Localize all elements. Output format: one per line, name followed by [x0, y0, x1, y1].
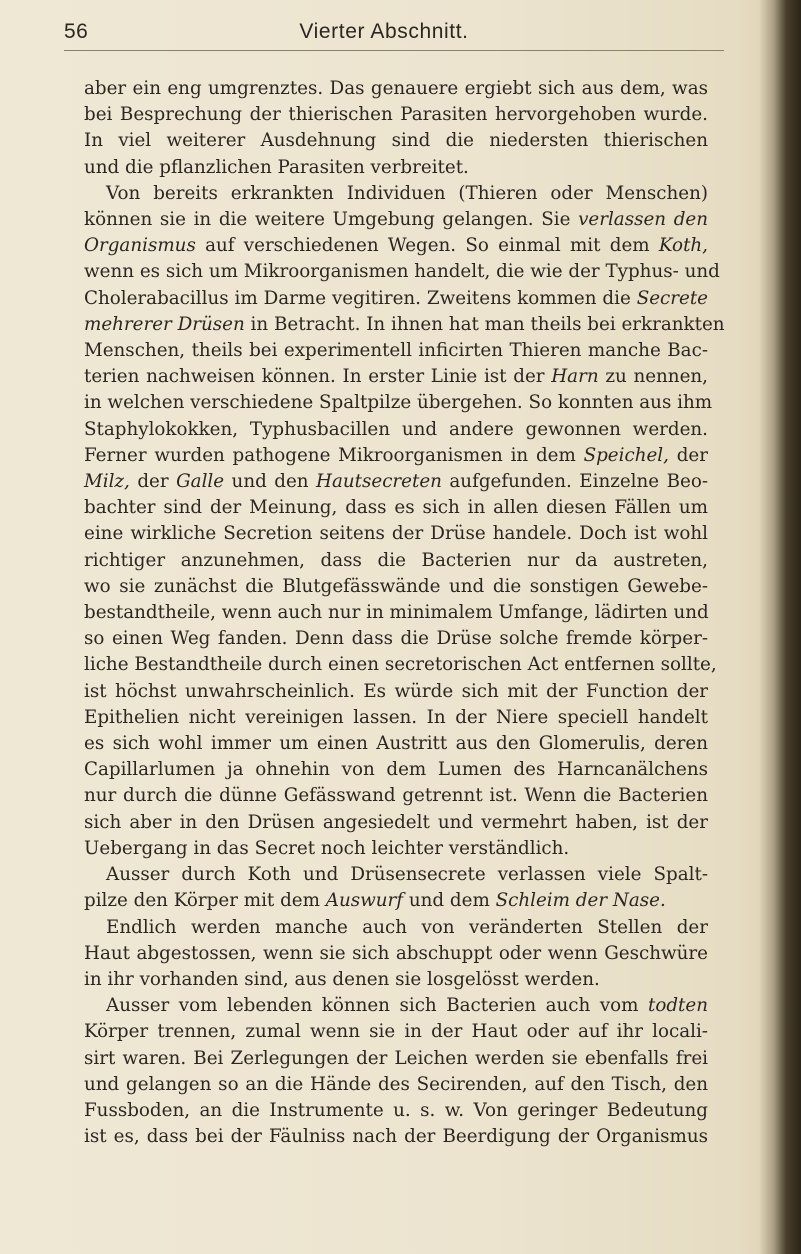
italic-term: Secrete — [636, 287, 708, 309]
text-line — [84, 259, 720, 285]
text-run: es sich wohl immer um einen Austritt aus den Glomerulis, deren — [84, 733, 708, 755]
text-line — [84, 626, 708, 652]
text-run: sich aber in den Drüsen angesiedelt und vermehrt haben, ist der — [84, 811, 708, 833]
text-line — [84, 417, 708, 443]
page-number: 56 — [64, 20, 89, 43]
text-line — [84, 521, 708, 547]
paragraph — [84, 915, 708, 994]
text-run: Staphylokokken, Typhusbacillen und andere gewonnen werden. — [84, 418, 708, 440]
text-run: Epithelien nicht vereinigen lassen. In der Niere speciell handelt — [84, 706, 708, 728]
text-run: nur durch die dünne Gefässwand getrennt ist. Wenn die Bacterien — [84, 785, 708, 807]
text-run: und die pflanzlichen Parasiten verbreitet. — [84, 156, 469, 178]
text-line — [84, 364, 708, 390]
text-line — [84, 705, 708, 731]
text-line — [84, 574, 708, 600]
text-line — [84, 312, 725, 338]
text-line — [84, 967, 708, 993]
text-run: und den — [224, 471, 317, 493]
text-run: Haut abgestossen, wenn sie sich abschuppt oder wenn Geschwüre — [84, 942, 708, 964]
text-run: ist es, dass bei der Fäulniss nach der Beerdigung der Organismus — [84, 1126, 708, 1148]
text-line — [84, 1072, 708, 1098]
header-rule — [64, 50, 724, 51]
text-run: Ferner wurden pathogene Mikroorganismen in dem — [84, 444, 584, 466]
text-line — [84, 888, 708, 914]
text-line — [84, 495, 708, 521]
italic-term: Hautsecreten — [316, 471, 442, 493]
text-run: in ihr vorhanden sind, aus denen sie losgelösst werden. — [84, 968, 600, 990]
text-line — [84, 155, 708, 181]
text-run: Endlich werden manche auch von veränderten Stellen der — [106, 916, 708, 938]
text-run: so einen Weg fanden. Denn dass die Drüse solche fremde körper- — [84, 628, 708, 650]
text-run: können sie in die weitere Umgebung gelangen. Sie — [84, 209, 579, 231]
text-run: und gelangen so an die Hände des Secirenden, auf den Tisch, den — [84, 1073, 708, 1095]
text-line — [84, 915, 708, 941]
text-line — [84, 128, 708, 154]
text-line — [84, 207, 708, 233]
text-line — [84, 469, 708, 495]
text-run: und dem — [403, 890, 496, 912]
italic-term: mehrerer Drüsen — [84, 313, 245, 335]
text-run: in Betracht. In ihnen hat man theils bei erkrankten — [244, 313, 725, 335]
text-run: Menschen, theils bei experimentell inficirten Thieren manche Bac- — [84, 340, 708, 362]
text-run: pilze den Körper mit dem — [84, 890, 326, 912]
text-line — [84, 1124, 708, 1150]
text-line — [84, 233, 708, 259]
running-head: Vierter Abschnitt. — [299, 20, 469, 43]
italic-term: Milz, — [84, 471, 130, 493]
text-line — [84, 102, 708, 128]
text-run: Ausser vom lebenden können sich Bacterien auch vom — [106, 995, 648, 1017]
text-run: Uebergang in das Secret noch leichter verständlich. — [84, 837, 570, 859]
text-line — [84, 1019, 708, 1045]
text-run: aufgefunden. Einzelne Beo- — [441, 471, 709, 493]
text-run: bei Besprechung der thierischen Parasiten hervorgehoben wurde. — [84, 104, 708, 126]
text-line — [84, 993, 708, 1019]
text-run: in welchen verschiedene Spaltpilze übergehen. So konnten aus ihm — [84, 392, 713, 414]
text-line — [84, 181, 708, 207]
text-run: Körper trennen, zumal wenn sie in der Haut oder auf ihr locali- — [84, 1021, 708, 1043]
paragraph — [84, 181, 725, 862]
text-line — [84, 836, 708, 862]
text-line — [84, 443, 708, 469]
italic-term: Harn — [551, 366, 599, 388]
italic-term: Auswurf — [325, 890, 404, 912]
text-line — [84, 679, 708, 705]
text-run: wenn es sich um Mikroorganismen handelt, die wie der Typhus- und — [84, 261, 720, 283]
italic-term: Koth, — [658, 235, 708, 257]
paragraph — [84, 993, 708, 1150]
text-line — [84, 1046, 708, 1072]
text-line — [84, 941, 708, 967]
text-run: In viel weiterer Ausdehnung sind die niedersten thierischen — [84, 130, 708, 152]
text-run: Cholerabacillus im Darme vegitiren. Zweitens kommen die — [84, 287, 637, 309]
text-run: eine wirkliche Secretion seitens der Drüse handele. Doch ist wohl — [84, 523, 708, 545]
text-line — [84, 731, 708, 757]
italic-term: Organismus — [84, 235, 196, 257]
text-run: Capillarlumen ja ohnehin von dem Lumen des Harncanälchens — [84, 759, 708, 781]
text-run: Fussboden, an die Instrumente u. s. w. Von geringer Bedeutung — [84, 1099, 708, 1121]
italic-term: todten — [648, 995, 708, 1017]
text-run: aber ein eng umgrenztes. Das genauere ergiebt sich aus dem, was — [84, 78, 708, 99]
italic-term: Galle — [176, 471, 225, 493]
paragraph — [84, 862, 708, 914]
text-line — [84, 862, 708, 888]
text-run: der — [129, 471, 177, 493]
body-text — [84, 76, 725, 1150]
italic-term: Speichel, — [583, 444, 669, 466]
book-binding-edge — [759, 0, 801, 1254]
text-line — [84, 783, 708, 809]
italic-term: verlassen den — [578, 209, 708, 231]
text-run: bachter sind der Meinung, dass es sich in allen diesen Fällen um — [84, 497, 708, 519]
text-line — [84, 286, 708, 312]
paragraph — [84, 76, 708, 181]
text-run: sirt waren. Bei Zerlegungen der Leichen werden sie ebenfalls frei — [84, 1047, 708, 1069]
text-run: richtiger anzunehmen, dass die Bacterien nur da austreten, — [84, 549, 708, 571]
text-run: ist höchst unwahrscheinlich. Es würde sich mit der Function der — [84, 680, 708, 702]
text-run: zu nennen, — [598, 366, 708, 388]
text-run: wo sie zunächst die Blutgefässwände und die sonstigen Gewebe- — [84, 575, 708, 597]
text-run: auf verschiedenen Wegen. So einmal mit dem — [195, 235, 659, 257]
text-line — [84, 757, 708, 783]
text-line — [84, 76, 708, 102]
text-line — [84, 390, 713, 416]
italic-term: Schleim der Nase. — [495, 890, 666, 912]
text-run: Ausser durch Koth und Drüsensecrete verlassen viele Spalt- — [106, 864, 708, 886]
text-line — [84, 1098, 708, 1124]
page-header — [64, 14, 704, 50]
text-run: der — [668, 444, 708, 466]
text-run: Von bereits erkrankten Individuen (Thieren oder Menschen) — [106, 182, 708, 204]
text-line — [84, 810, 708, 836]
text-run: liche Bestandtheile durch einen secretorischen Act entfernen sollte, — [84, 654, 717, 676]
text-run: terien nachweisen können. In erster Linie ist der — [84, 366, 552, 388]
text-line — [84, 652, 717, 678]
text-line — [84, 548, 708, 574]
text-line — [84, 338, 708, 364]
text-run: bestandtheile, wenn auch nur in minimalem Umfange, lädirten und — [84, 602, 709, 624]
text-line — [84, 600, 708, 626]
